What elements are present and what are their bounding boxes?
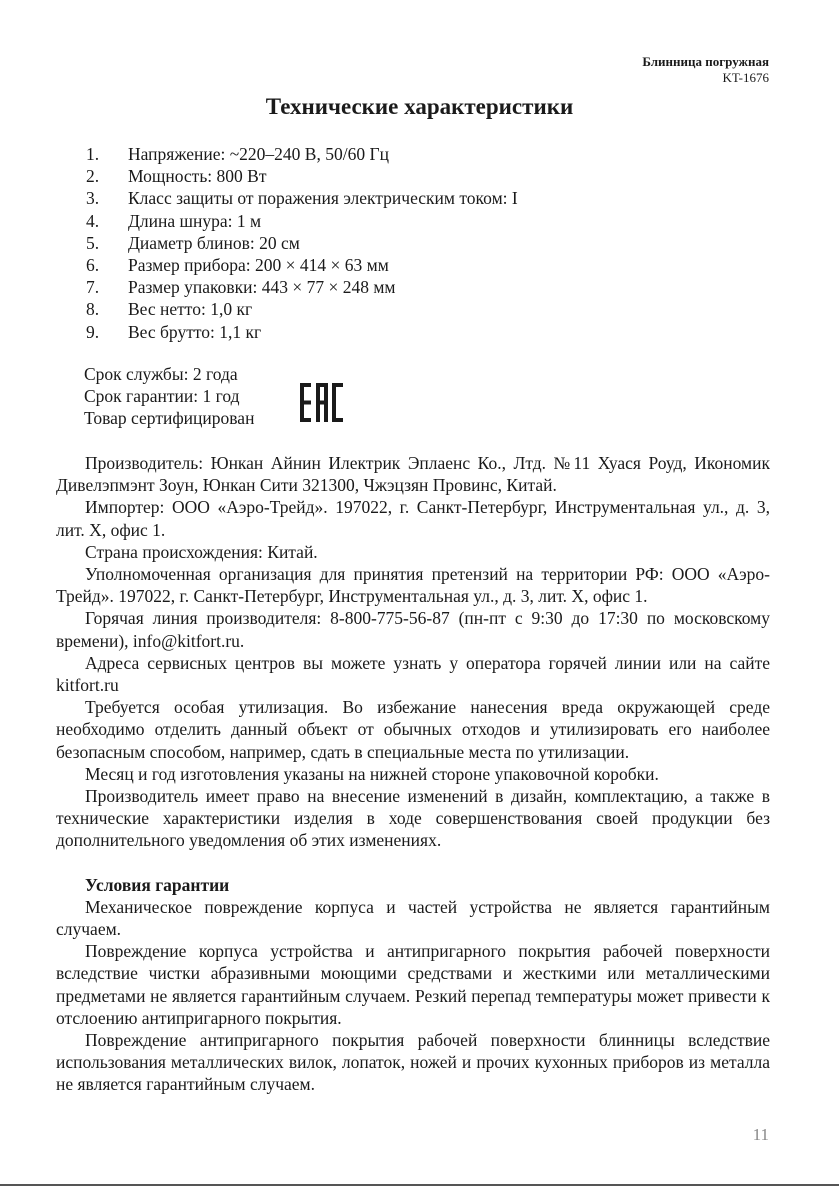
spec-text: Напряжение: ~220–240 В, 50/60 Гц (128, 144, 389, 164)
spec-text: Размер упаковки: 443 × 77 × 248 мм (128, 277, 396, 298)
header-model: KT-1676 (722, 70, 769, 85)
spec-item (86, 165, 518, 187)
spec-text: Длина шнура: 1 м (128, 210, 262, 231)
warranty-paragraph: Механическое повреждение корпуса и частей устройства не является гарантийным случаем. (56, 896, 770, 940)
warranty-heading: Условия гарантии (85, 874, 230, 895)
warranty-period: Срок гарантии: 1 год (84, 386, 240, 407)
header-product-name: Блинница погружная (642, 54, 769, 69)
spec-item (86, 254, 518, 276)
spec-number: 2. (86, 166, 100, 187)
spec-number: 9. (86, 321, 100, 342)
eac-certification-icon (300, 383, 343, 422)
spec-item (86, 187, 518, 209)
spec-text: Мощность: 800 Вт (128, 166, 267, 187)
bottom-rule (0, 1184, 839, 1186)
warranty-paragraph: Повреждение корпуса устройства и антипригарного покрытия рабочей поверхности вследствие чистки абразивными моющими средствами и жесткими или металлическими предметами не является гарантийным случаем. Резкий перепад температуры может привести к отслоению антипригарного покрытия. (56, 941, 770, 1028)
spec-text: Вес нетто: 1,0 кг (128, 299, 253, 320)
hotline-paragraph: Горячая линия производителя: 8-800-775-56-87 (пн-пт с 9:30 до 17:30 по московскому времени), info@kitfort.ru. (56, 608, 770, 651)
disposal-paragraph: Требуется особая утилизация. Во избежание нанесения вреда окружающей среде необходимо отделить данный объект от обычных отходов и утилизировать его наиболее безопасным способом, например, сдать в специальные места по утилизации. (56, 697, 770, 762)
manufacturer-paragraph: Производитель: Юнкан Айнин Илектрик Эплаенс Ко., Лтд. №11 Хуася Роуд, Икономик Дивелэпмэнт Зоун, Юнкан Сити 321300, Чжэцзян Провинс, Китай. (56, 453, 770, 496)
spec-number: 3. (86, 188, 100, 209)
page-header (642, 54, 769, 86)
warranty-paragraph: Повреждение антипригарного покрытия рабочей поверхности блинницы вследствие использования металлических вилок, лопаток, ножей и прочих кухонных приборов из металла не является гарантийным случаем. (56, 1030, 770, 1095)
spec-number: 5. (86, 232, 100, 253)
page-title: Технические характеристики (265, 94, 574, 119)
service-info (84, 363, 254, 430)
certified-note: Товар сертифицирован (84, 408, 255, 429)
changes-notice-paragraph: Производитель имеет право на внесение изменений в дизайн, комплектацию, а также в технические характеристики изделия в ходе совершенствования своей продукции без дополнительного уведомления об этих изменениях. (56, 786, 770, 851)
spec-number: 7. (86, 277, 100, 298)
spec-item (86, 298, 518, 320)
claims-organization-paragraph: Уполномоченная организация для принятия претензий на территории РФ: ООО «Аэро-Трейд». 197022, г. Санкт-Петербург, Инструментальная ул., д. 3, лит. Х, офис 1. (56, 564, 770, 607)
spec-number: 4. (86, 210, 100, 231)
page-number: 11 (752, 1125, 769, 1144)
spec-number: 1. (86, 144, 100, 164)
document-body (56, 452, 770, 1096)
manufacture-date-paragraph: Месяц и год изготовления указаны на нижней стороне упаковочной коробки. (85, 763, 659, 784)
spec-item (86, 143, 518, 165)
spec-item (86, 276, 518, 298)
spec-text: Класс защиты от поражения электрическим током: I (128, 188, 518, 209)
spec-text: Размер прибора: 200 × 414 × 63 мм (128, 255, 389, 276)
origin-paragraph: Страна происхождения: Китай. (85, 541, 318, 562)
spec-number: 6. (86, 255, 100, 276)
spec-text: Диаметр блинов: 20 см (128, 232, 300, 253)
spec-item (86, 321, 518, 343)
importer-paragraph: Импортер: ООО «Аэро-Трейд». 197022, г. Санкт-Петербург, Инструментальная ул., д. 3, лит. Х, офис 1. (56, 497, 770, 540)
spec-text: Вес брутто: 1,1 кг (128, 321, 262, 342)
service-centers-paragraph: Адреса сервисных центров вы можете узнать у оператора горячей линии или на сайте kitfort.ru (56, 652, 770, 696)
specs-list (86, 143, 518, 343)
service-life: Срок службы: 2 года (84, 364, 238, 384)
spec-item (86, 232, 518, 254)
spec-number: 8. (86, 299, 100, 320)
spec-item (86, 210, 518, 232)
